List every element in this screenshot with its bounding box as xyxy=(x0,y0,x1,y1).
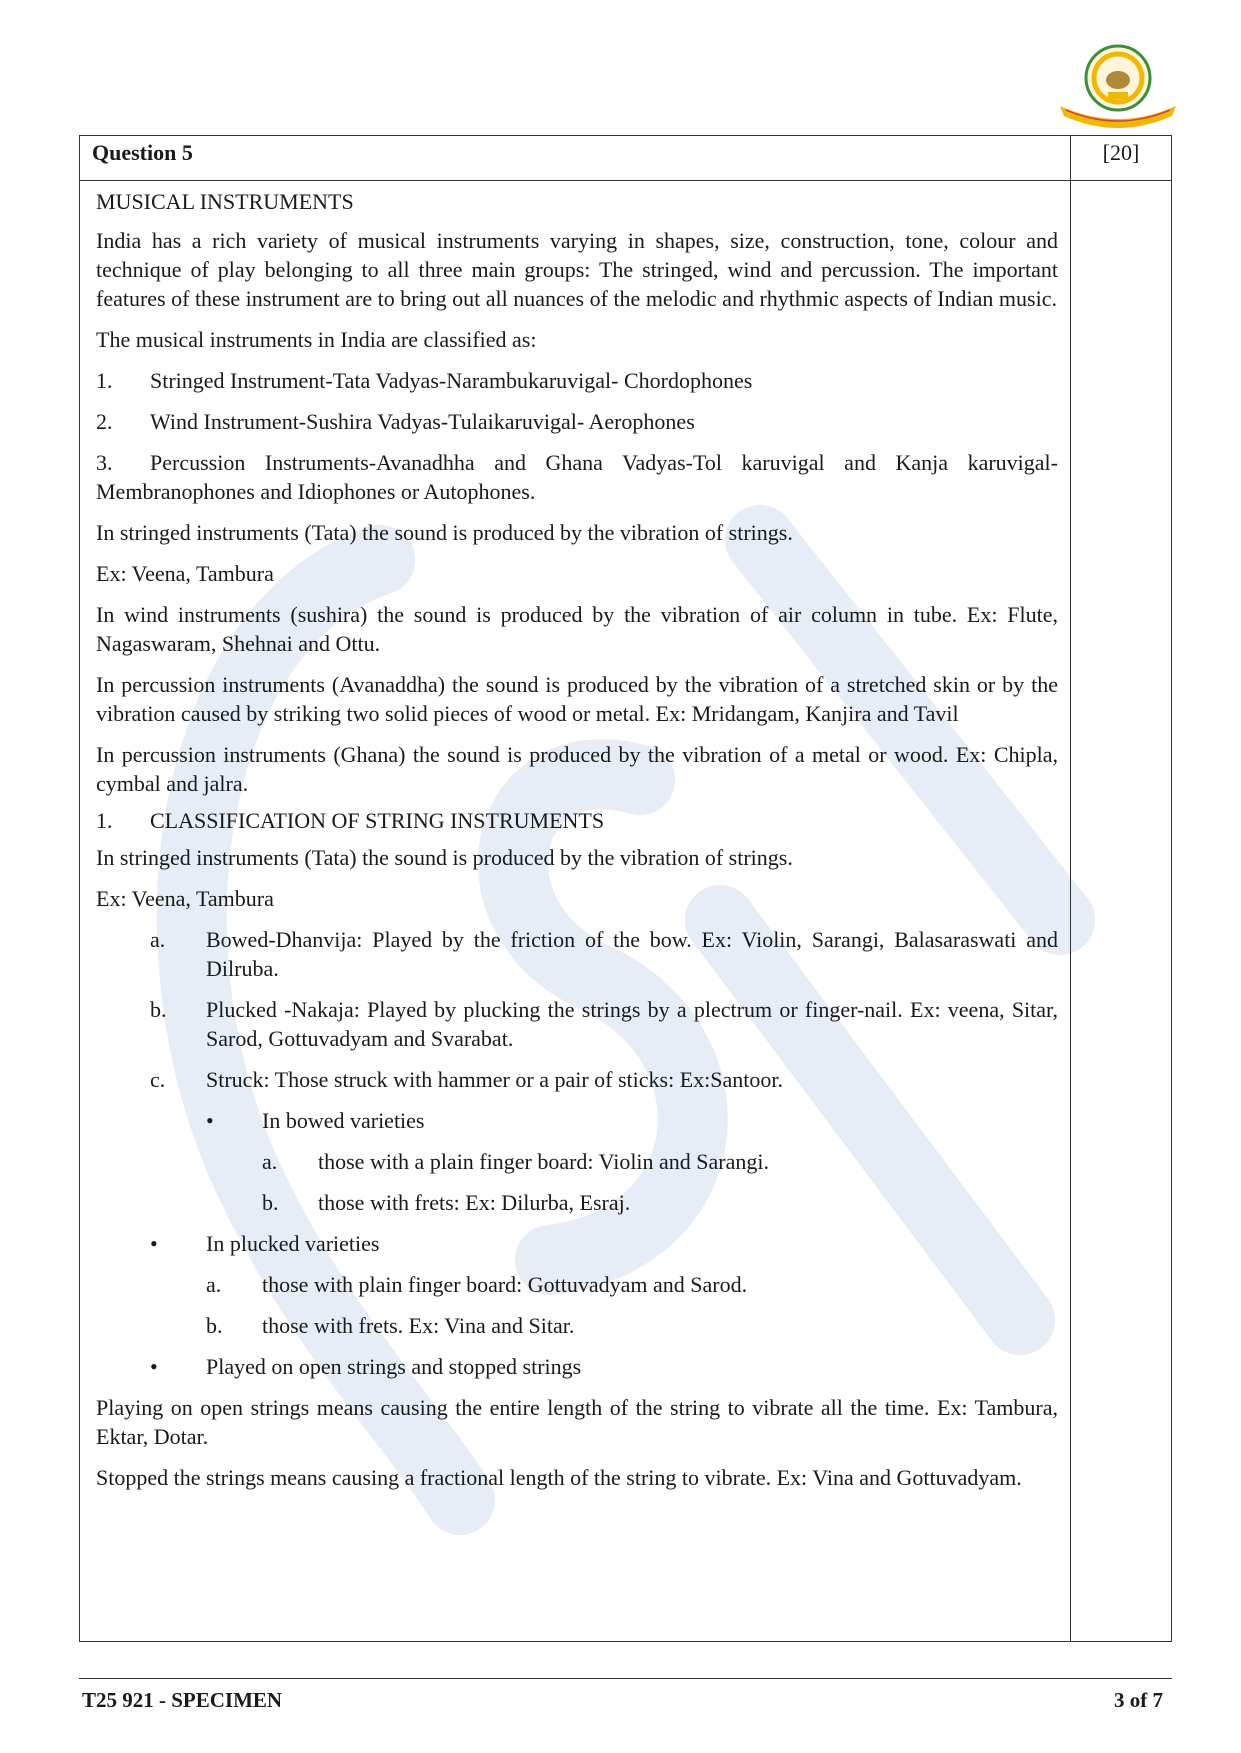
class-item xyxy=(96,366,1058,395)
classification-item xyxy=(150,1065,1058,1094)
bullet-icon: • xyxy=(150,1231,158,1256)
item-text: Plucked -Nakaja: Played by plucking the strings by a plectrum or finger-nail. Ex: veena, Sitar, Sarod, Gottuvadyam and Svarabat. xyxy=(206,997,1058,1051)
open-strings-paragraph: Playing on open strings means causing the entire length of the string to vibrate all the time. Ex: Tambura, Ektar, Dotar. xyxy=(96,1395,1058,1449)
item-letter: c. xyxy=(150,1067,166,1092)
paragraph: Ex: Veena, Tambura xyxy=(96,561,274,586)
paragraph: In percussion instruments (Avanaddha) the sound is produced by the vibration of a stretched skin or by the vibration caused by striking two solid pieces of wood or metal. Ex: Mridangam, Kanjira and Tavil xyxy=(96,672,1058,726)
class-text: Percussion Instruments-Avanadhha and Ghana Vadyas-Tol karuvigal and Kanja karuvigal- Membranophones and Idiophones or Autophones. xyxy=(96,450,1058,504)
item-letter: b. xyxy=(150,997,167,1022)
item-text: those with a plain finger board: Violin and Sarangi. xyxy=(318,1149,770,1174)
item-letter: a. xyxy=(206,1272,222,1297)
bullet-icon: • xyxy=(206,1108,214,1133)
class-text: Stringed Instrument-Tata Vadyas-Narambukaruvigal- Chordophones xyxy=(150,368,753,393)
class-number: 2. xyxy=(96,409,113,434)
item-letter: a. xyxy=(150,927,166,952)
item-text: Struck: Those struck with hammer or a pair of sticks: Ex:Santoor. xyxy=(206,1067,783,1092)
classification-heading xyxy=(96,806,1058,835)
stopped-strings-paragraph: Stopped the strings means causing a fractional length of the string to vibrate. Ex: Vina and Gottuvadyam. xyxy=(96,1465,1022,1490)
bullet-icon: • xyxy=(150,1354,158,1379)
item-letter: b. xyxy=(262,1190,279,1215)
question-title: Question 5 xyxy=(80,136,1071,181)
item-text: those with frets. Ex: Vina and Sitar. xyxy=(262,1313,575,1338)
question-body xyxy=(80,181,1071,1642)
footer-divider xyxy=(79,1678,1172,1679)
classification-item xyxy=(150,995,1058,1053)
paragraph: In wind instruments (sushira) the sound is produced by the vibration of air column in tube. Ex: Flute, Nagaswaram, Shehnai and Ottu. xyxy=(96,602,1058,656)
item-text: Bowed-Dhanvija: Played by the friction of the bow. Ex: Violin, Sarangi, Balasaraswati and Dilruba. xyxy=(206,927,1058,981)
item-text: those with plain finger board: Gottuvadyam and Sarod. xyxy=(262,1272,748,1297)
class-item xyxy=(96,407,1058,436)
question-box xyxy=(79,135,1172,1642)
cisce-logo xyxy=(1058,40,1178,132)
marks-column xyxy=(1071,181,1172,1642)
plucked-item xyxy=(206,1311,1058,1340)
intro-paragraph: India has a rich variety of musical instruments varying in shapes, size, construction, tone, colour and technique of play belonging to all three main groups: The stringed, wind and percussion. The important features of these instrument are to bring out all nuances of the melodic and rhythmic aspects of Indian music. xyxy=(96,228,1058,311)
item-letter: b. xyxy=(206,1313,223,1338)
class-number: 1. xyxy=(96,368,113,393)
page-number: 3 of 7 xyxy=(1114,1688,1163,1712)
plucked-heading xyxy=(150,1229,1058,1258)
paper-code: T25 921 - SPECIMEN xyxy=(82,1688,283,1712)
paragraph: In stringed instruments (Tata) the sound is produced by the vibration of strings. xyxy=(96,520,793,545)
classification-number: 1. xyxy=(96,808,113,833)
open-strings-title: Played on open strings and stopped strings xyxy=(206,1354,582,1379)
classification-example: Ex: Veena, Tambura xyxy=(96,886,274,911)
plucked-title: In plucked varieties xyxy=(206,1231,380,1256)
classified-intro: The musical instruments in India are classified as: xyxy=(96,327,537,352)
question-marks: [20] xyxy=(1071,136,1172,181)
bowed-heading xyxy=(206,1106,1058,1135)
classification-paragraph: In stringed instruments (Tata) the sound is produced by the vibration of strings. xyxy=(96,845,793,870)
plucked-item xyxy=(206,1270,1058,1299)
item-text: those with frets: Ex: Dilurba, Esraj. xyxy=(318,1190,631,1215)
class-number: 3. xyxy=(96,450,113,475)
classification-item xyxy=(150,925,1058,983)
paragraph: In percussion instruments (Ghana) the sound is produced by the vibration of a metal or wood. Ex: Chipla, cymbal and jalra. xyxy=(96,742,1058,796)
item-letter: a. xyxy=(262,1149,278,1174)
section-title: MUSICAL INSTRUMENTS xyxy=(96,189,354,214)
class-text: Wind Instrument-Sushira Vadyas-Tulaikaruvigal- Aerophones xyxy=(150,409,695,434)
bowed-title: In bowed varieties xyxy=(262,1108,425,1133)
bowed-item xyxy=(262,1147,1058,1176)
class-item-3 xyxy=(96,448,1058,506)
bowed-item xyxy=(262,1188,1058,1217)
classification-title: CLASSIFICATION OF STRING INSTRUMENTS xyxy=(150,808,605,833)
open-strings-heading xyxy=(150,1352,1058,1381)
